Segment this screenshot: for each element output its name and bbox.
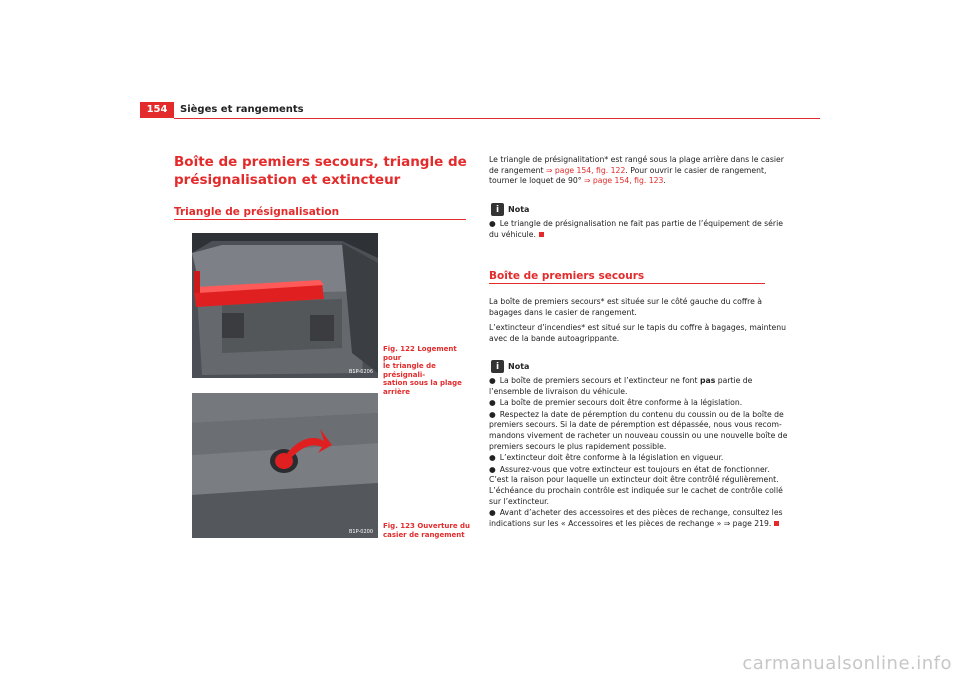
page-ref-link[interactable]: ⇒ page 154, fig. 122 [545, 165, 626, 175]
text-line [489, 508, 789, 519]
text-line: Le triangle de présignalitation* est rangé sous la plage arrière dans le casier [489, 155, 784, 164]
caption-line: le triangle de présignali- [383, 362, 436, 379]
bullet-icon: ● [489, 409, 496, 419]
bullet-icon: ● [489, 376, 496, 385]
section-title [174, 153, 474, 189]
text-span: Respectez la date de péremption du contenu du coussin ou de la boîte de [499, 409, 784, 419]
nota-bullet-1 [489, 219, 789, 240]
paragraph-first-aid [489, 297, 789, 318]
text-line [489, 410, 789, 421]
text-span: La boîte de premier secours doit être conforme à la législation. [499, 398, 743, 408]
text-line [489, 176, 789, 187]
nota-heading-1 [491, 203, 529, 216]
text-span: indications sur les « Accessoires et les pièces de rechange » ⇒ page 219. [489, 518, 772, 528]
figure-122-image [192, 233, 378, 378]
figure-122-caption [383, 345, 473, 396]
text-span: Avant d’acheter des accessoires et des pièces de rechange, consultez les [499, 508, 783, 518]
watermark: carmanualsonline.info [742, 653, 952, 674]
text-line: l’ensemble de livraison du véhicule. [489, 386, 628, 396]
text-span: du véhicule. [489, 229, 536, 239]
list-item [489, 465, 789, 507]
subsection-title-triangle: Triangle de présignalisation [174, 206, 340, 218]
subsection-title-first-aid: Boîte de premiers secours [489, 270, 645, 282]
section-title-line2: présignalisation et extincteur [174, 172, 401, 188]
text-line: premiers secours le plus rapidement possible. [489, 441, 667, 451]
caption-line: arrière [383, 387, 410, 396]
figure-code: B1P-0206 [348, 369, 373, 375]
end-mark-icon [774, 521, 779, 526]
list-item [489, 410, 789, 452]
text-line [489, 376, 789, 387]
bullet-icon: ● [489, 453, 496, 463]
figure-code: B1P-0200 [348, 529, 373, 535]
info-icon: i [491, 203, 504, 216]
page-ref-link[interactable]: ⇒ page 154, fig. 123 [584, 176, 664, 186]
text-line [489, 453, 789, 464]
text-line [489, 398, 789, 409]
text-line: avec de la bande autoagrippante. [489, 333, 620, 343]
text-span: partie de [715, 376, 753, 385]
info-icon: i [491, 360, 504, 373]
text-line: mandons vivement de racheter un nouveau coussin ou une nouvelle boîte de [489, 430, 788, 440]
storage-latch-illustration [192, 393, 378, 538]
nota-bullet-list [489, 376, 789, 529]
text-span-bold: pas [700, 376, 716, 385]
text-line: C’est la raison pour laquelle un extincteur doit être contrôlé régulièrement. [489, 475, 779, 485]
text-span: La boîte de premiers secours et l’extincteur ne font [499, 376, 700, 385]
running-title: Sièges et rangements [180, 104, 304, 115]
caption-line: Fig. 122 Logement pour [383, 345, 457, 362]
caption-line: Fig. 123 Ouverture du [383, 522, 470, 530]
text-span: . [663, 176, 666, 186]
list-item [489, 376, 789, 397]
section-title-line1: Boîte de premiers secours, triangle de [174, 154, 467, 170]
text-line [489, 519, 789, 530]
bullet-icon: ● [489, 219, 496, 228]
bullet-icon: ● [489, 508, 496, 518]
paragraph-triangle [489, 155, 789, 187]
text-span: de rangement [489, 165, 546, 175]
list-item [489, 508, 789, 529]
caption-line: sation sous la plage [383, 379, 462, 387]
text-line [489, 230, 789, 241]
list-item [489, 453, 789, 464]
text-span: Assurez-vous que votre extincteur est toujours en état de fonctionner. [499, 464, 770, 474]
header-rule [174, 118, 820, 119]
text-line: La boîte de premiers secours* est située sur le côté gauche du coffre à [489, 297, 763, 306]
nota-label: Nota [508, 205, 530, 214]
bullet-icon: ● [489, 398, 496, 408]
text-line: bagages dans le casier de rangement. [489, 307, 637, 317]
text-line: L’échéance du prochain contrôle est indiquée sur le cachet de contrôle collé [489, 485, 783, 495]
list-item [489, 398, 789, 409]
paragraph-extinguisher [489, 323, 789, 344]
text-span: tourner le loquet de 90° [489, 176, 585, 186]
text-span: Le triangle de présignalisation ne fait pas partie de l’équipement de série [499, 219, 783, 228]
caption-line: casier de rangement [383, 530, 465, 539]
text-line [489, 219, 789, 230]
nota-label: Nota [508, 362, 530, 371]
text-span: . Pour ouvrir le casier de rangement, [625, 165, 767, 175]
text-line: L’extincteur d’incendies* est situé sur le tapis du coffre à bagages, maintenu [489, 323, 787, 332]
text-line [489, 465, 789, 476]
end-mark-icon [539, 232, 544, 237]
nota-heading-2 [491, 360, 529, 373]
text-line: sur l’extincteur. [489, 496, 549, 506]
figure-123-image [192, 393, 378, 538]
text-span: L’extincteur doit être conforme à la législation en vigueur. [499, 453, 724, 463]
text-line [489, 166, 789, 177]
figure-123-caption [383, 522, 473, 539]
trunk-triangle-illustration [192, 233, 378, 378]
page-number: 154 [140, 102, 174, 118]
subsection-rule-triangle [174, 219, 466, 220]
text-line: premiers secours. Si la date de péremption est dépassée, nous vous recom- [489, 420, 782, 430]
bullet-icon: ● [489, 464, 496, 474]
subsection-rule-first-aid [489, 283, 765, 284]
